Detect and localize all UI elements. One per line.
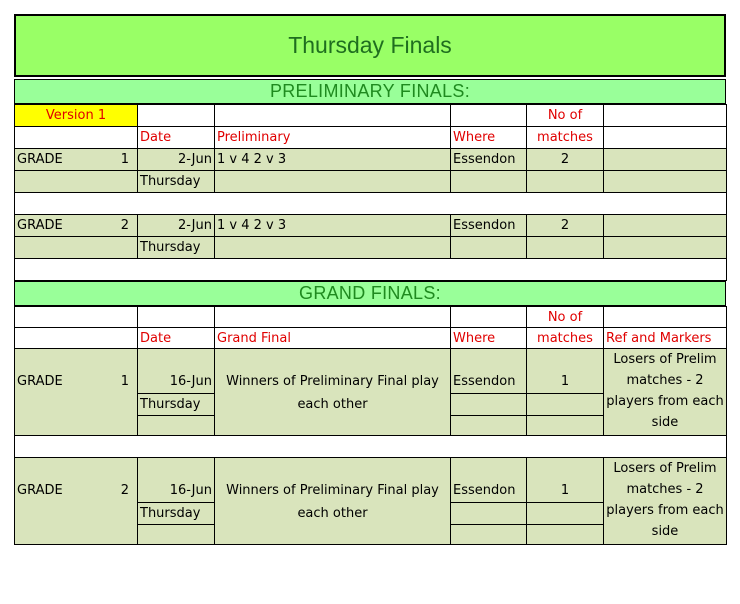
preliminary-section-title: PRELIMINARY FINALS: — [14, 79, 726, 104]
games-cell: 1 v 4 2 v 3 — [215, 149, 451, 171]
date-header: Date — [138, 127, 215, 149]
date-cell: 2-Jun — [138, 215, 215, 237]
grade-number: 1 — [120, 374, 129, 390]
grand-final-line1: Winners of Preliminary Final play — [215, 371, 451, 393]
grand-final-line2: each other — [215, 393, 451, 415]
no-of-header: No of — [527, 307, 604, 328]
day-cell: Thursday — [138, 237, 215, 259]
grade-label: GRADE — [17, 152, 63, 167]
matches-header: matches — [527, 127, 604, 149]
matches-header: matches — [527, 328, 604, 349]
grade-number: 2 — [120, 483, 129, 499]
table-row — [15, 149, 727, 171]
grand-table — [14, 306, 727, 545]
day-cell: Thursday — [138, 502, 215, 524]
preliminary-header-row-2 — [15, 127, 727, 149]
ref-cell: Losers of Prelim matches - 2 players from each side — [604, 349, 727, 436]
grand-section-title: GRAND FINALS: — [14, 281, 726, 306]
where-header: Where — [451, 328, 527, 349]
table-row — [15, 458, 727, 480]
spacer-row — [15, 193, 727, 215]
where-header: Where — [451, 127, 527, 149]
spacer-row — [15, 436, 727, 458]
grade-label: GRADE — [17, 483, 63, 499]
table-row — [15, 215, 727, 237]
day-cell: Thursday — [138, 171, 215, 193]
grand-final-line2: each other — [215, 502, 451, 524]
day-cell: Thursday — [138, 393, 215, 415]
grade-number: 1 — [120, 152, 129, 167]
grade-label: GRADE — [17, 374, 63, 390]
date-cell: 2-Jun — [138, 149, 215, 171]
grand-header-row-2 — [15, 328, 727, 349]
no-of-header: No of — [527, 105, 604, 127]
count-cell: 2 — [527, 215, 604, 237]
where-cell: Essendon — [451, 149, 527, 171]
grade-number: 2 — [120, 218, 129, 233]
games-cell: 1 v 4 2 v 3 — [215, 215, 451, 237]
grand-final-header: Grand Final — [215, 328, 451, 349]
spacer-row — [15, 259, 727, 281]
count-cell: 1 — [527, 371, 604, 393]
grand-final-line1: Winners of Preliminary Final play — [215, 480, 451, 502]
preliminary-table — [14, 104, 727, 281]
ref-cell: Losers of Prelim matches - 2 players from each side — [604, 458, 727, 545]
date-cell: 16-Jun — [138, 480, 215, 502]
page-title: Thursday Finals — [14, 14, 726, 77]
where-cell: Essendon — [451, 480, 527, 502]
ref-markers-header: Ref and Markers — [604, 328, 727, 349]
table-row — [15, 237, 727, 259]
preliminary-header-row-1 — [15, 105, 727, 127]
count-cell: 1 — [527, 480, 604, 502]
where-cell: Essendon — [451, 215, 527, 237]
grade-label: GRADE — [17, 218, 63, 233]
preliminary-header: Preliminary — [215, 127, 451, 149]
count-cell: 2 — [527, 149, 604, 171]
table-row — [15, 171, 727, 193]
where-cell: Essendon — [451, 371, 527, 393]
grand-header-row-1 — [15, 307, 727, 328]
version-label: Version 1 — [15, 105, 138, 127]
date-cell: 16-Jun — [138, 371, 215, 393]
date-header: Date — [138, 328, 215, 349]
table-row — [15, 349, 727, 371]
